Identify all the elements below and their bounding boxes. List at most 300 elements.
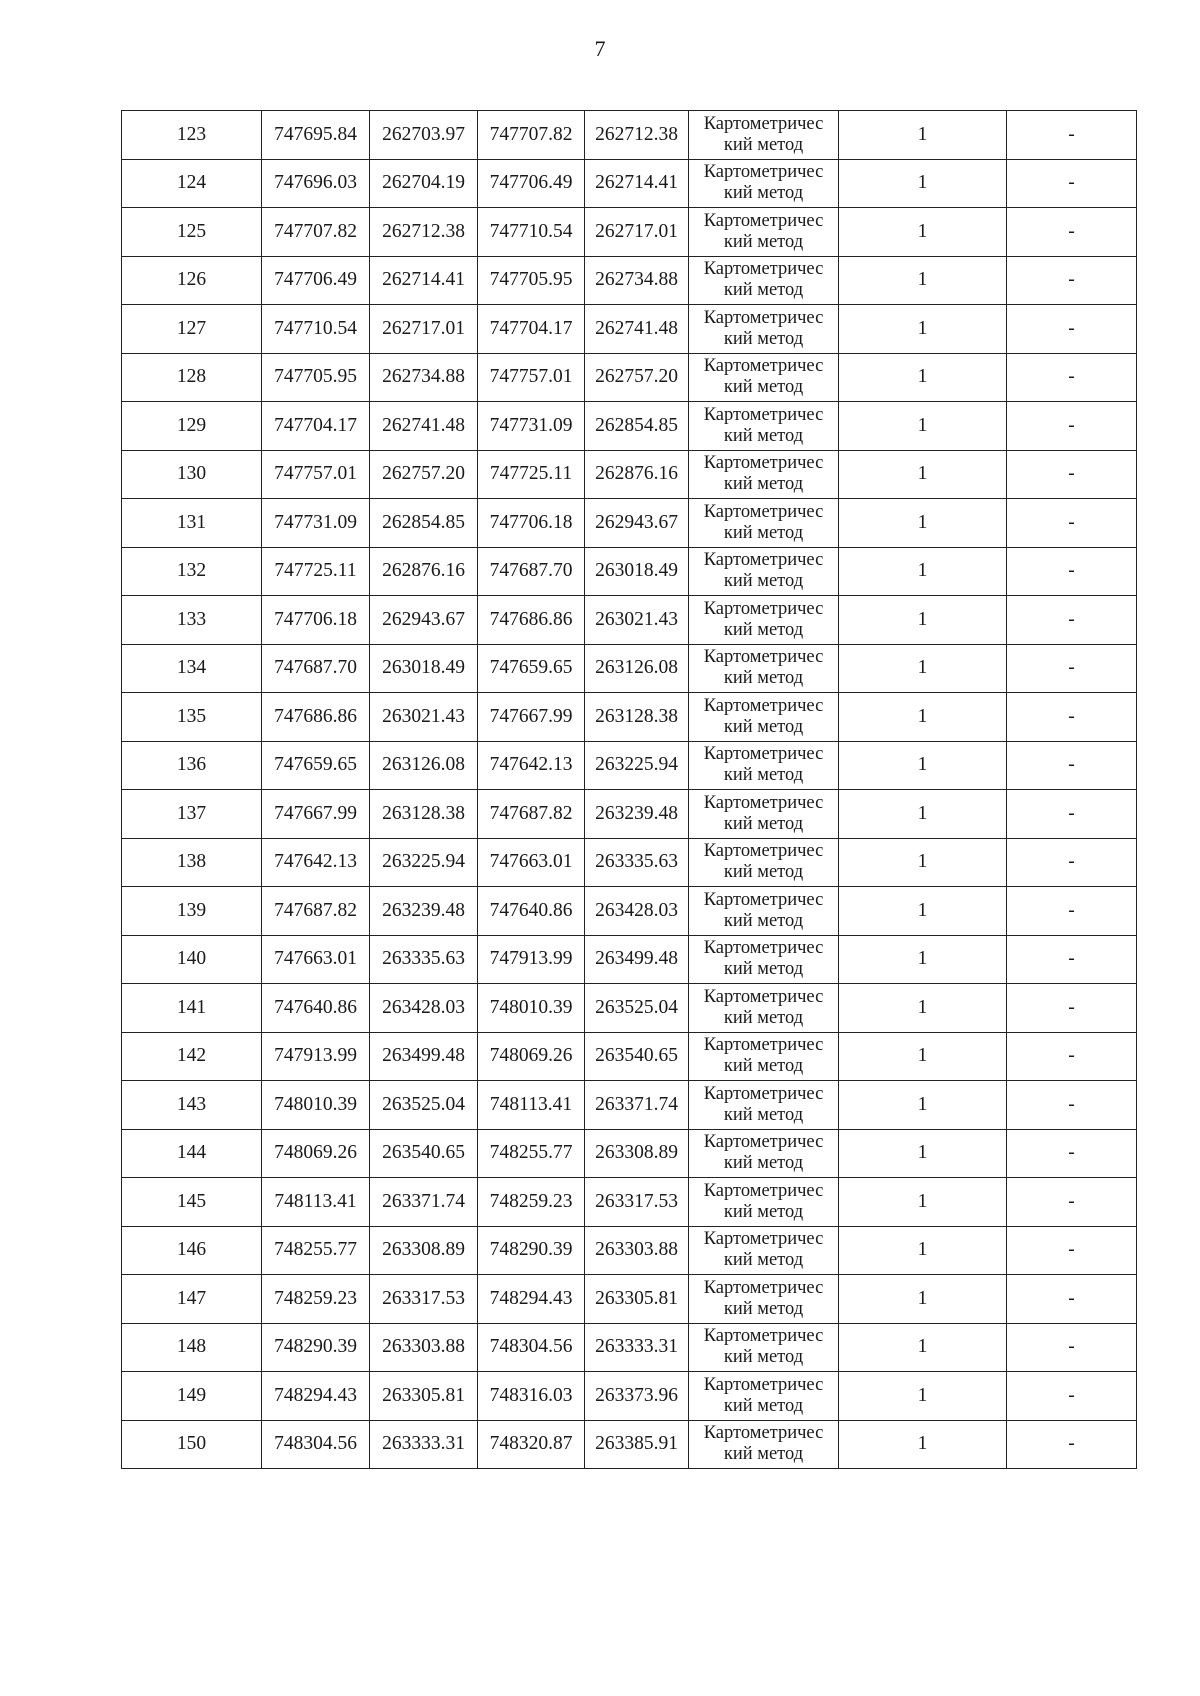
point-number-cell: 128 [122, 353, 262, 402]
x-start-cell: 747667.99 [262, 790, 370, 839]
method-line-1: Картометричес [703, 113, 824, 134]
x-end-cell: 748316.03 [478, 1372, 585, 1421]
note-cell: - [1007, 1081, 1137, 1130]
x-start-cell: 747710.54 [262, 305, 370, 354]
accuracy-cell: 1 [839, 1226, 1007, 1275]
y-start-cell: 263239.48 [370, 887, 478, 936]
accuracy-cell: 1 [839, 450, 1007, 499]
method-line-1: Картометричес [703, 1229, 824, 1250]
y-start-cell: 263305.81 [370, 1372, 478, 1421]
note-cell: - [1007, 935, 1137, 984]
table-row [122, 1323, 1137, 1372]
note-cell: - [1007, 499, 1137, 548]
y-start-cell: 262712.38 [370, 208, 478, 257]
note-cell: - [1007, 208, 1137, 257]
x-start-cell: 748294.43 [262, 1372, 370, 1421]
x-end-cell: 748290.39 [478, 1226, 585, 1275]
accuracy-cell: 1 [839, 838, 1007, 887]
accuracy-cell: 1 [839, 402, 1007, 451]
accuracy-cell: 1 [839, 499, 1007, 548]
y-end-cell: 263428.03 [585, 887, 689, 936]
note-cell: - [1007, 644, 1137, 693]
method-cell [689, 1129, 839, 1178]
x-end-cell: 747731.09 [478, 402, 585, 451]
table-body [122, 111, 1137, 1469]
note-cell: - [1007, 1372, 1137, 1421]
x-start-cell: 747687.70 [262, 644, 370, 693]
y-end-cell: 263305.81 [585, 1275, 689, 1324]
method-cell [689, 644, 839, 693]
method-line-2: кий метод [723, 668, 804, 689]
method-line-2: кий метод [723, 1201, 804, 1222]
note-cell: - [1007, 1032, 1137, 1081]
point-number-cell: 150 [122, 1420, 262, 1469]
method-cell [689, 111, 839, 160]
accuracy-cell: 1 [839, 693, 1007, 742]
y-end-cell: 263373.96 [585, 1372, 689, 1421]
y-end-cell: 263308.89 [585, 1129, 689, 1178]
accuracy-cell: 1 [839, 935, 1007, 984]
note-cell: - [1007, 1129, 1137, 1178]
method-line-1: Картометричес [703, 1132, 824, 1153]
method-line-2: кий метод [723, 1298, 804, 1319]
y-start-cell: 262734.88 [370, 353, 478, 402]
x-end-cell: 747642.13 [478, 741, 585, 790]
table-row [122, 741, 1137, 790]
point-number-cell: 133 [122, 596, 262, 645]
coordinates-table [121, 110, 1137, 1469]
y-start-cell: 263021.43 [370, 693, 478, 742]
method-line-2: кий метод [723, 134, 804, 155]
point-number-cell: 147 [122, 1275, 262, 1324]
y-start-cell: 263428.03 [370, 984, 478, 1033]
method-line-2: кий метод [723, 1056, 804, 1077]
accuracy-cell: 1 [839, 256, 1007, 305]
accuracy-cell: 1 [839, 1178, 1007, 1227]
method-cell [689, 693, 839, 742]
x-start-cell: 747706.18 [262, 596, 370, 645]
table-row [122, 208, 1137, 257]
method-cell [689, 353, 839, 402]
method-cell [689, 984, 839, 1033]
x-start-cell: 748304.56 [262, 1420, 370, 1469]
table-row [122, 1081, 1137, 1130]
y-end-cell: 262757.20 [585, 353, 689, 402]
point-number-cell: 148 [122, 1323, 262, 1372]
y-start-cell: 263317.53 [370, 1275, 478, 1324]
x-end-cell: 747757.01 [478, 353, 585, 402]
table-row [122, 887, 1137, 936]
x-start-cell: 747725.11 [262, 547, 370, 596]
point-number-cell: 123 [122, 111, 262, 160]
y-start-cell: 262714.41 [370, 256, 478, 305]
method-cell [689, 256, 839, 305]
table-row [122, 256, 1137, 305]
x-start-cell: 747913.99 [262, 1032, 370, 1081]
x-end-cell: 747704.17 [478, 305, 585, 354]
method-line-2: кий метод [723, 425, 804, 446]
point-number-cell: 138 [122, 838, 262, 887]
point-number-cell: 124 [122, 159, 262, 208]
y-end-cell: 262943.67 [585, 499, 689, 548]
method-line-2: кий метод [723, 522, 804, 543]
method-line-1: Картометричес [703, 1083, 824, 1104]
table-row [122, 159, 1137, 208]
method-line-2: кий метод [723, 231, 804, 252]
method-cell [689, 1081, 839, 1130]
method-cell [689, 1032, 839, 1081]
accuracy-cell: 1 [839, 353, 1007, 402]
y-start-cell: 263303.88 [370, 1323, 478, 1372]
accuracy-cell: 1 [839, 1129, 1007, 1178]
method-line-2: кий метод [723, 1347, 804, 1368]
y-start-cell: 263540.65 [370, 1129, 478, 1178]
method-line-1: Картометричес [703, 501, 824, 522]
method-line-1: Картометричес [703, 259, 824, 280]
table-row [122, 1275, 1137, 1324]
method-line-1: Картометричес [703, 792, 824, 813]
table-row [122, 790, 1137, 839]
x-end-cell: 747667.99 [478, 693, 585, 742]
method-line-2: кий метод [723, 474, 804, 495]
note-cell: - [1007, 159, 1137, 208]
method-cell [689, 1323, 839, 1372]
x-end-cell: 747663.01 [478, 838, 585, 887]
y-end-cell: 262712.38 [585, 111, 689, 160]
method-line-2: кий метод [723, 1250, 804, 1271]
method-cell [689, 450, 839, 499]
method-line-1: Картометричес [703, 938, 824, 959]
x-end-cell: 747710.54 [478, 208, 585, 257]
x-start-cell: 748113.41 [262, 1178, 370, 1227]
note-cell: - [1007, 596, 1137, 645]
method-line-1: Картометричес [703, 744, 824, 765]
x-start-cell: 747640.86 [262, 984, 370, 1033]
x-end-cell: 748259.23 [478, 1178, 585, 1227]
note-cell: - [1007, 838, 1137, 887]
table-row [122, 838, 1137, 887]
x-end-cell: 748113.41 [478, 1081, 585, 1130]
method-cell [689, 305, 839, 354]
y-end-cell: 263333.31 [585, 1323, 689, 1372]
x-end-cell: 748069.26 [478, 1032, 585, 1081]
point-number-cell: 143 [122, 1081, 262, 1130]
x-start-cell: 747696.03 [262, 159, 370, 208]
method-line-1: Картометричес [703, 1035, 824, 1056]
y-end-cell: 262717.01 [585, 208, 689, 257]
method-cell [689, 1226, 839, 1275]
page-number: 7 [594, 36, 606, 61]
method-cell [689, 741, 839, 790]
x-end-cell: 747687.70 [478, 547, 585, 596]
point-number-cell: 131 [122, 499, 262, 548]
accuracy-cell: 1 [839, 984, 1007, 1033]
y-start-cell: 263525.04 [370, 1081, 478, 1130]
x-end-cell: 747659.65 [478, 644, 585, 693]
accuracy-cell: 1 [839, 1420, 1007, 1469]
y-end-cell: 262876.16 [585, 450, 689, 499]
table-row [122, 693, 1137, 742]
method-line-1: Картометричес [703, 1180, 824, 1201]
y-end-cell: 262854.85 [585, 402, 689, 451]
y-start-cell: 263371.74 [370, 1178, 478, 1227]
y-end-cell: 263317.53 [585, 1178, 689, 1227]
method-cell [689, 1275, 839, 1324]
y-end-cell: 263021.43 [585, 596, 689, 645]
y-end-cell: 263335.63 [585, 838, 689, 887]
point-number-cell: 146 [122, 1226, 262, 1275]
table-row [122, 1032, 1137, 1081]
method-line-1: Картометричес [703, 1423, 824, 1444]
y-end-cell: 263303.88 [585, 1226, 689, 1275]
x-end-cell: 748010.39 [478, 984, 585, 1033]
point-number-cell: 149 [122, 1372, 262, 1421]
accuracy-cell: 1 [839, 547, 1007, 596]
method-line-2: кий метод [723, 571, 804, 592]
y-end-cell: 263126.08 [585, 644, 689, 693]
point-number-cell: 135 [122, 693, 262, 742]
point-number-cell: 132 [122, 547, 262, 596]
point-number-cell: 125 [122, 208, 262, 257]
method-cell [689, 935, 839, 984]
y-start-cell: 263499.48 [370, 1032, 478, 1081]
y-start-cell: 263018.49 [370, 644, 478, 693]
table-row [122, 596, 1137, 645]
x-end-cell: 748255.77 [478, 1129, 585, 1178]
x-end-cell: 748304.56 [478, 1323, 585, 1372]
x-end-cell: 747705.95 [478, 256, 585, 305]
table-row [122, 935, 1137, 984]
method-cell [689, 159, 839, 208]
point-number-cell: 136 [122, 741, 262, 790]
table-row [122, 1178, 1137, 1227]
method-line-2: кий метод [723, 280, 804, 301]
y-start-cell: 262741.48 [370, 402, 478, 451]
accuracy-cell: 1 [839, 741, 1007, 790]
point-number-cell: 142 [122, 1032, 262, 1081]
method-line-1: Картометричес [703, 210, 824, 231]
method-line-2: кий метод [723, 183, 804, 204]
method-cell [689, 1178, 839, 1227]
table-row [122, 984, 1137, 1033]
y-end-cell: 263540.65 [585, 1032, 689, 1081]
x-start-cell: 748010.39 [262, 1081, 370, 1130]
note-cell: - [1007, 1275, 1137, 1324]
table-row [122, 1129, 1137, 1178]
note-cell: - [1007, 790, 1137, 839]
note-cell: - [1007, 256, 1137, 305]
method-line-2: кий метод [723, 619, 804, 640]
x-start-cell: 747705.95 [262, 353, 370, 402]
method-cell [689, 499, 839, 548]
note-cell: - [1007, 305, 1137, 354]
x-end-cell: 748320.87 [478, 1420, 585, 1469]
x-start-cell: 747704.17 [262, 402, 370, 451]
y-end-cell: 262714.41 [585, 159, 689, 208]
point-number-cell: 129 [122, 402, 262, 451]
accuracy-cell: 1 [839, 1081, 1007, 1130]
y-start-cell: 263126.08 [370, 741, 478, 790]
x-start-cell: 748255.77 [262, 1226, 370, 1275]
note-cell: - [1007, 111, 1137, 160]
x-start-cell: 747659.65 [262, 741, 370, 790]
x-start-cell: 747731.09 [262, 499, 370, 548]
method-line-1: Картометричес [703, 695, 824, 716]
accuracy-cell: 1 [839, 790, 1007, 839]
note-cell: - [1007, 741, 1137, 790]
y-end-cell: 263225.94 [585, 741, 689, 790]
method-line-1: Картометричес [703, 404, 824, 425]
note-cell: - [1007, 1420, 1137, 1469]
x-start-cell: 747707.82 [262, 208, 370, 257]
note-cell: - [1007, 887, 1137, 936]
x-end-cell: 747686.86 [478, 596, 585, 645]
method-line-2: кий метод [723, 328, 804, 349]
y-start-cell: 262757.20 [370, 450, 478, 499]
method-line-2: кий метод [723, 765, 804, 786]
method-line-1: Картометричес [703, 356, 824, 377]
accuracy-cell: 1 [839, 111, 1007, 160]
accuracy-cell: 1 [839, 1323, 1007, 1372]
method-cell [689, 1420, 839, 1469]
method-line-1: Картометричес [703, 647, 824, 668]
accuracy-cell: 1 [839, 887, 1007, 936]
method-cell [689, 208, 839, 257]
y-start-cell: 263225.94 [370, 838, 478, 887]
y-end-cell: 263385.91 [585, 1420, 689, 1469]
accuracy-cell: 1 [839, 644, 1007, 693]
accuracy-cell: 1 [839, 1275, 1007, 1324]
table-row [122, 547, 1137, 596]
note-cell: - [1007, 353, 1137, 402]
accuracy-cell: 1 [839, 305, 1007, 354]
point-number-cell: 145 [122, 1178, 262, 1227]
y-start-cell: 262854.85 [370, 499, 478, 548]
method-line-2: кий метод [723, 862, 804, 883]
x-end-cell: 747687.82 [478, 790, 585, 839]
accuracy-cell: 1 [839, 1372, 1007, 1421]
note-cell: - [1007, 984, 1137, 1033]
x-start-cell: 747686.86 [262, 693, 370, 742]
table-row [122, 305, 1137, 354]
x-start-cell: 747663.01 [262, 935, 370, 984]
method-line-1: Картометричес [703, 986, 824, 1007]
x-end-cell: 748294.43 [478, 1275, 585, 1324]
method-line-2: кий метод [723, 910, 804, 931]
y-start-cell: 263333.31 [370, 1420, 478, 1469]
point-number-cell: 144 [122, 1129, 262, 1178]
x-start-cell: 748259.23 [262, 1275, 370, 1324]
note-cell: - [1007, 402, 1137, 451]
y-end-cell: 262734.88 [585, 256, 689, 305]
method-line-1: Картометричес [703, 889, 824, 910]
method-cell [689, 887, 839, 936]
method-line-2: кий метод [723, 1444, 804, 1465]
y-start-cell: 262704.19 [370, 159, 478, 208]
method-line-2: кий метод [723, 1007, 804, 1028]
method-line-1: Картометричес [703, 162, 824, 183]
note-cell: - [1007, 1226, 1137, 1275]
method-line-2: кий метод [723, 959, 804, 980]
y-start-cell: 263308.89 [370, 1226, 478, 1275]
table-row [122, 402, 1137, 451]
method-line-1: Картометричес [703, 841, 824, 862]
x-end-cell: 747725.11 [478, 450, 585, 499]
method-line-2: кий метод [723, 1104, 804, 1125]
point-number-cell: 137 [122, 790, 262, 839]
y-end-cell: 263371.74 [585, 1081, 689, 1130]
method-line-1: Картометричес [703, 1326, 824, 1347]
method-cell [689, 596, 839, 645]
table-row [122, 499, 1137, 548]
accuracy-cell: 1 [839, 596, 1007, 645]
table-row [122, 1372, 1137, 1421]
method-cell [689, 547, 839, 596]
accuracy-cell: 1 [839, 1032, 1007, 1081]
method-line-1: Картометричес [703, 1277, 824, 1298]
method-line-1: Картометричес [703, 598, 824, 619]
point-number-cell: 139 [122, 887, 262, 936]
method-line-2: кий метод [723, 1395, 804, 1416]
point-number-cell: 141 [122, 984, 262, 1033]
x-end-cell: 747706.49 [478, 159, 585, 208]
point-number-cell: 140 [122, 935, 262, 984]
y-start-cell: 262876.16 [370, 547, 478, 596]
method-line-2: кий метод [723, 716, 804, 737]
table-row [122, 353, 1137, 402]
table-row [122, 450, 1137, 499]
x-end-cell: 747707.82 [478, 111, 585, 160]
method-cell [689, 1372, 839, 1421]
x-start-cell: 748290.39 [262, 1323, 370, 1372]
x-start-cell: 747695.84 [262, 111, 370, 160]
table-row [122, 1420, 1137, 1469]
table-row [122, 644, 1137, 693]
method-line-1: Картометричес [703, 550, 824, 571]
point-number-cell: 130 [122, 450, 262, 499]
note-cell: - [1007, 693, 1137, 742]
point-number-cell: 127 [122, 305, 262, 354]
note-cell: - [1007, 1323, 1137, 1372]
method-line-2: кий метод [723, 377, 804, 398]
y-end-cell: 263018.49 [585, 547, 689, 596]
method-cell [689, 402, 839, 451]
point-number-cell: 134 [122, 644, 262, 693]
y-end-cell: 262741.48 [585, 305, 689, 354]
x-end-cell: 747913.99 [478, 935, 585, 984]
y-start-cell: 263335.63 [370, 935, 478, 984]
y-end-cell: 263525.04 [585, 984, 689, 1033]
accuracy-cell: 1 [839, 159, 1007, 208]
method-line-2: кий метод [723, 813, 804, 834]
method-line-1: Картометричес [703, 307, 824, 328]
y-start-cell: 262703.97 [370, 111, 478, 160]
method-line-1: Картометричес [703, 453, 824, 474]
y-end-cell: 263239.48 [585, 790, 689, 839]
point-number-cell: 126 [122, 256, 262, 305]
note-cell: - [1007, 1178, 1137, 1227]
y-start-cell: 262943.67 [370, 596, 478, 645]
y-end-cell: 263499.48 [585, 935, 689, 984]
y-end-cell: 263128.38 [585, 693, 689, 742]
x-start-cell: 747706.49 [262, 256, 370, 305]
note-cell: - [1007, 450, 1137, 499]
accuracy-cell: 1 [839, 208, 1007, 257]
note-cell: - [1007, 547, 1137, 596]
method-line-2: кий метод [723, 1153, 804, 1174]
method-line-1: Картометричес [703, 1374, 824, 1395]
x-end-cell: 747706.18 [478, 499, 585, 548]
